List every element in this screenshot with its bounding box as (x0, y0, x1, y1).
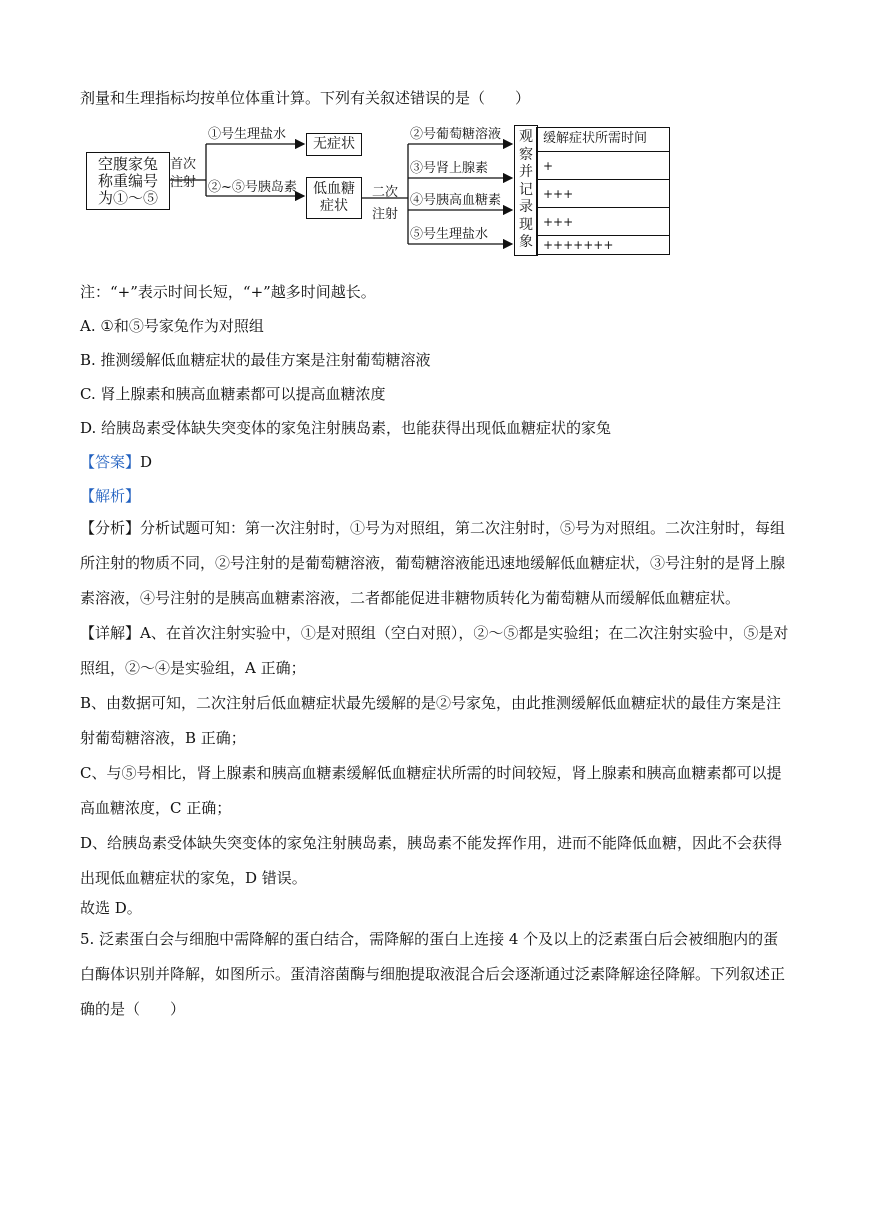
conclusion-line: 故选 D。 (80, 899, 142, 917)
observe-box (514, 125, 538, 256)
start-box-line-3: 为①～⑤ (97, 189, 158, 207)
answer-value: D (140, 453, 153, 471)
xiangjie-a-paragraph (80, 616, 792, 686)
experiment-flow-diagram (86, 122, 676, 262)
result-table-value-2: + (536, 151, 670, 180)
result-table-value-4: +++ (536, 207, 670, 236)
question-5: 5. 泛素蛋白会与细胞中需降解的蛋白结合，需降解的蛋白上连接 4 个及以上的泛素蛋白后会被细胞内的蛋白酶体识别并降解，如图所示。蛋清溶菌酶与细胞提取液混合后会逐渐通过泛素降解途径降解。下列叙述正确的是（ ） (80, 930, 786, 1018)
xiangjie-tag: 【详解】 (80, 624, 141, 642)
observe-char-1: 观 (519, 129, 533, 145)
second-inject-line-1: 二次 (372, 185, 399, 200)
analysis-line: 【解析】 (80, 487, 141, 505)
option-b: B. 推测缓解低血糖症状的最佳方案是注射葡萄糖溶液 (80, 351, 431, 369)
group2-label: ②~⑤号胰岛素 (208, 180, 297, 195)
low-sugar-line-2: 症状 (320, 198, 348, 214)
result-table-value-5: +++++++ (536, 235, 670, 255)
observe-char-7: 象 (519, 234, 533, 250)
first-inject-label (170, 156, 196, 192)
result-table-value-3: +++ (536, 179, 670, 208)
second-group-4: ④号胰高血糖素 (410, 193, 502, 208)
low-sugar-line-1: 低血糖 (313, 181, 355, 197)
second-inject-label (372, 182, 398, 226)
observe-char-2: 察 (519, 146, 533, 163)
intro-line: 剂量和生理指标均按单位体重计算。下列有关叙述错误的是（ ） (80, 89, 531, 107)
low-sugar-box (306, 177, 362, 219)
fenxi-text: 分析试题可知：第一次注射时，①号为对照组，第二次注射时，⑤号为对照组。二次注射时，每组所注射的物质不同，②号注射的是葡萄糖溶液，葡萄糖溶液能迅速地缓解低血糖症状，③号注射的是肾上腺素溶液，④号注射的是胰高血糖素溶液，二者都能促进非糖物质转化为葡萄糖从而缓解低血糖症状。 (80, 519, 786, 607)
xiangjie-d-paragraph: D、给胰岛素受体缺失突变体的家兔注射胰岛素，胰岛素不能发挥作用，进而不能降低血糖，因此不会获得出现低血糖症状的家兔，D 错误。 (80, 834, 783, 887)
start-box (86, 152, 170, 210)
second-group-3: ③号肾上腺素 (410, 161, 489, 176)
second-inject-line-2: 注射 (372, 207, 399, 222)
result-table-header: 缓解症状所需时间 (536, 127, 670, 152)
option-a: A. ①和⑤号家兔作为对照组 (80, 317, 264, 335)
xiangjie-a-text: A、在首次注射实验中，①是对照组（空白对照），②～⑤都是实验组；在二次注射实验中，⑤是对照组，②～④是实验组，A 正确； (80, 624, 789, 677)
first-inject-line-2: 注射 (170, 175, 197, 190)
start-box-line-2: 称重编号 (97, 172, 158, 190)
second-group-2: ②号葡萄糖溶液 (410, 127, 502, 142)
no-symptom-box: 无症状 (306, 133, 362, 156)
observe-char-5: 录 (519, 199, 533, 215)
note-line: 注：“+”表示时间长短，“+”越多时间越长。 (80, 283, 376, 301)
start-box-line-1: 空腹家兔 (97, 155, 158, 173)
observe-char-3: 并 (519, 164, 533, 180)
first-inject-line-1: 首次 (170, 157, 197, 172)
fenxi-tag: 【分析】 (80, 519, 141, 537)
second-group-5: ⑤号生理盐水 (410, 227, 489, 242)
observe-char-6: 现 (519, 216, 533, 233)
xiangjie-c-paragraph: C、与⑤号相比，肾上腺素和胰高血糖素缓解低血糖症状所需的时间较短，肾上腺素和胰高血糖素都可以提高血糖浓度，C 正确； (80, 764, 782, 817)
fenxi-paragraph (80, 511, 792, 616)
option-c: C. 肾上腺素和胰高血糖素都可以提高血糖浓度 (80, 385, 386, 403)
xiangjie-b-paragraph: B、由数据可知，二次注射后低血糖症状最先缓解的是②号家兔，由此推测缓解低血糖症状的最佳方案是注射葡萄糖溶液，B 正确； (80, 694, 782, 747)
option-d: D. 给胰岛素受体缺失突变体的家兔注射胰岛素，也能获得出现低血糖症状的家兔 (80, 419, 612, 437)
answer-line (80, 452, 152, 472)
answer-tag: 【答案】 (80, 453, 141, 471)
observe-char-4: 记 (519, 181, 533, 198)
group1-label: ①号生理盐水 (208, 127, 287, 142)
